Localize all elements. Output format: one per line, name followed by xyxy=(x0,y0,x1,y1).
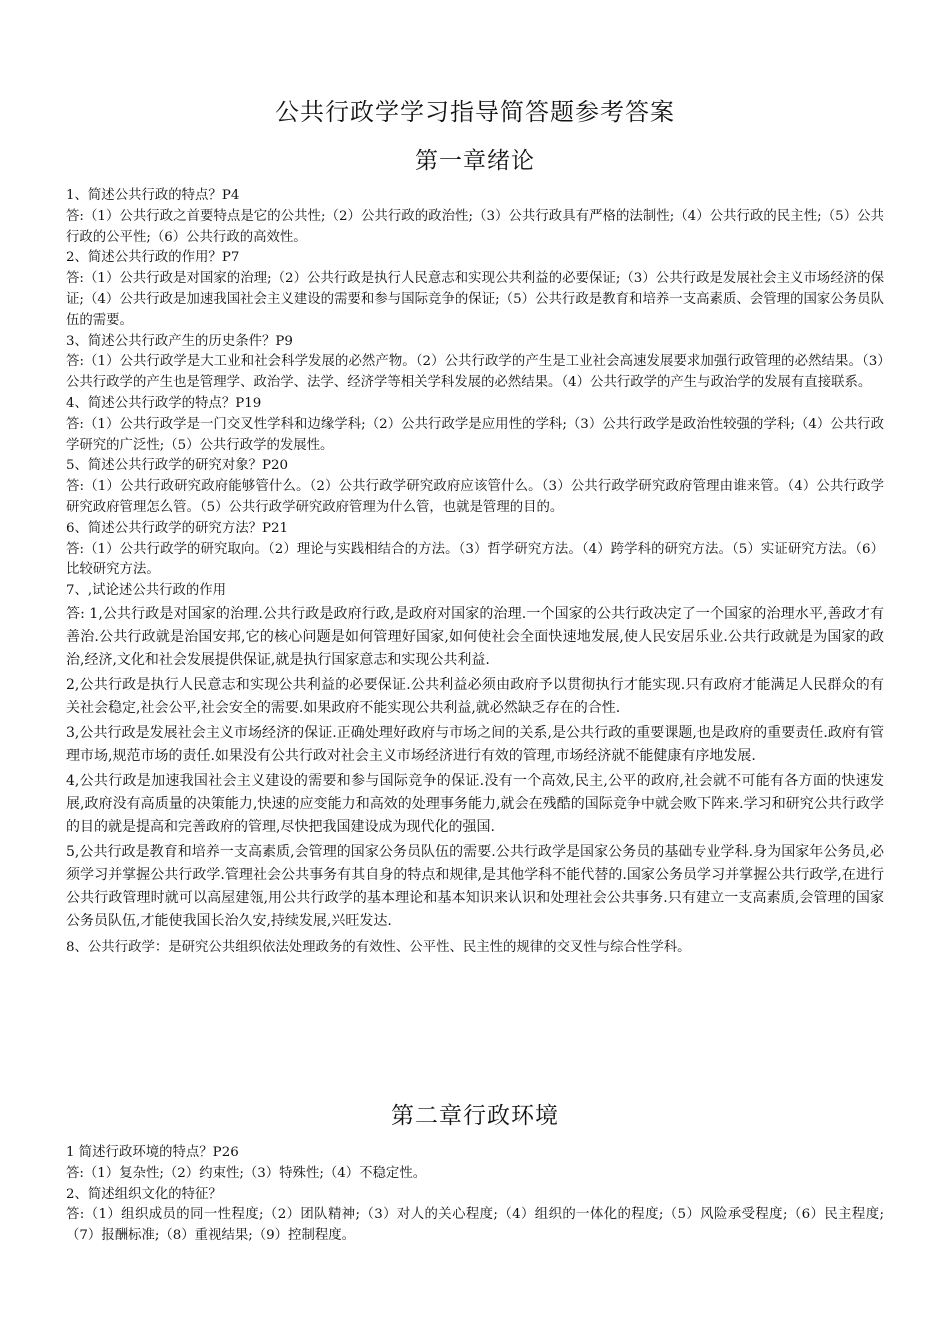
answer-1: 答:（1）公共行政之首要特点是它的公共性;（2）公共行政的政治性;（3）公共行政具有严格的法制性;（4）公共行政的民主性;（5）公共行政的公平性;（6）公共行政的高效性。 xyxy=(66,208,884,245)
answer-6: 答:（1）公共行政学的研究取向。（2）理论与实践相结合的方法。（3）哲学研究方法。（4）跨学科的研究方法。（5）实证研究方法。（6）比较研究方法。 xyxy=(66,541,884,578)
chapter-2-heading: 第二章行政环境 xyxy=(391,1103,559,1129)
answer-5: 答:（1）公共行政研究政府能够管什么。（2）公共行政学研究政府应该管什么。（3）公共行政学研究政府管理由谁来管。（4）公共行政学研究政府管理怎么管。（5）公共行政学研究政府管理为什么管，也就是管理的目的。 xyxy=(66,479,884,515)
ch2-answer-2: 答:（1）组织成员的同一性程度;（2）团队精神;（3）对人的关心程度;（4）组织的一体化的程度;（5）风险承受程度;（6）民主程度;（7）报酬标准;（8）重视结果;（9）控制程度。 xyxy=(66,1207,884,1244)
essay-paragraph-2: 2,公共行政是执行人民意志和实现公共利益的必要保证.公共利益必须由政府予以贯彻执行才能实现.只有政府才能满足人民群众的有关社会稳定,社会公平,社会安全的需要.如果政府不能实现公共利益,就必然缺乏存在的合性. xyxy=(66,676,884,716)
essay-paragraph-5: 5,公共行政是教育和培养一支高素质,会管理的国家公务员队伍的需要.公共行政学是国家公务员的基础专业学科.身为国家年公务员,必须学习并掌握公共行政学.管理社会公共事务有其自身的特点和规律,是其他学科不能代替的.国家公务员学习并掌握公共行政学,在进行公共行政管理时就可以高屋建瓴,用公共行政学的基本理论和基本知识来认识和处理社会公共事务.只有建立一支高素质,会管理的国家公务员队伍,才能使我国长治久安,持续发展,兴旺发达. xyxy=(66,843,884,929)
question-7: 7、,试论述公共行政的作用 xyxy=(66,583,227,599)
question-3: 3、简述公共行政产生的历史条件？P9 xyxy=(66,333,293,349)
question-4: 4、简述公共行政学的特点？P19 xyxy=(66,395,262,411)
chapter-2-content xyxy=(66,1143,884,1247)
essay-paragraph-4: 4,公共行政是加速我国社会主义建设的需要和参与国际竞争的保证.没有一个高效,民主,公平的政府,社会就不可能有各方面的快速发展,政府没有高质量的决策能力,快速的应变能力和高效的处理事务能力,就会在残酷的国际竞争中就会败下阵来.学习和研究公共行政学的目的就是提高和完善政府的管理,尽快把我国建设成为现代化的强国. xyxy=(66,772,884,835)
question-5: 5、简述公共行政学的研究对象？P20 xyxy=(66,458,289,474)
chapter-1-content xyxy=(66,186,884,959)
document-title: 公共行政学学习指导简答题参考答案 xyxy=(275,98,675,126)
question-2: 2、简述公共行政的作用？P7 xyxy=(66,250,240,266)
essay-paragraph-1: 答: 1,公共行政是对国家的治理.公共行政是政府行政,是政府对国家的治理.一个国家的公共行政决定了一个国家的治理水平,善政才有善治.公共行政就是治国安邦,它的核心问题是如何管理好国家,如何使社会全面快速地发展,使人民安居乐业.公共行政就是为国家的政治,经济,文化和社会发展提供保证,就是执行国家意志和实现公共利益. xyxy=(66,605,884,668)
ch2-question-2: 2、简述组织文化的特征？ xyxy=(66,1186,222,1202)
chapter-1-heading: 第一章绪论 xyxy=(415,148,535,174)
essay-paragraph-3: 3,公共行政是发展社会主义市场经济的保证.正确处理好政府与市场之间的关系,是公共行政的重要课题,也是政府的重要责任.政府有管理市场,规范市场的责任.如果没有公共行政对社会主义市场经济进行有效的管理,市场经济就不能健康有序地发展. xyxy=(66,724,884,764)
answer-2: 答:（1）公共行政是对国家的治理;（2）公共行政是执行人民意志和实现公共利益的必要保证;（3）公共行政是发展社会主义市场经济的保证;（4）公共行政是加速我国社会主义建设的需要和参与国际竞争的保证;（5）公共行政是教育和培养一支高素质、会管理的国家公务员队伍的需要。 xyxy=(66,271,884,328)
definition-8: 8、公共行政学：是研究公共组织依法处理政务的有效性、公平性、民主性的规律的交叉性与综合性学科。 xyxy=(66,939,691,955)
question-1: 1、简述公共行政的特点？P4 xyxy=(66,188,240,203)
question-6: 6、简述公共行政学的研究方法？P21 xyxy=(66,520,289,536)
answer-3: 答:（1）公共行政学是大工业和社会科学发展的必然产物。（2）公共行政学的产生是工业社会高速发展要求加强行政管理的必然结果。（3）公共行政学的产生也是管理学、政治学、法学、经济学等相关学科发展的必然结果。（4）公共行政学的产生与政治学的发展有直接联系。 xyxy=(66,354,884,391)
answer-4: 答:（1）公共行政学是一门交叉性学科和边缘学科;（2）公共行政学是应用性的学科;（3）公共行政学是政治性较强的学科;（4）公共行政学研究的广泛性;（5）公共行政学的发展性。 xyxy=(66,416,884,453)
ch2-question-1: 1 简述行政环境的特点？P26 xyxy=(66,1145,239,1160)
ch2-answer-1: 答:（1）复杂性;（2）约束性;（3）特殊性;（4）不稳定性。 xyxy=(66,1165,427,1181)
